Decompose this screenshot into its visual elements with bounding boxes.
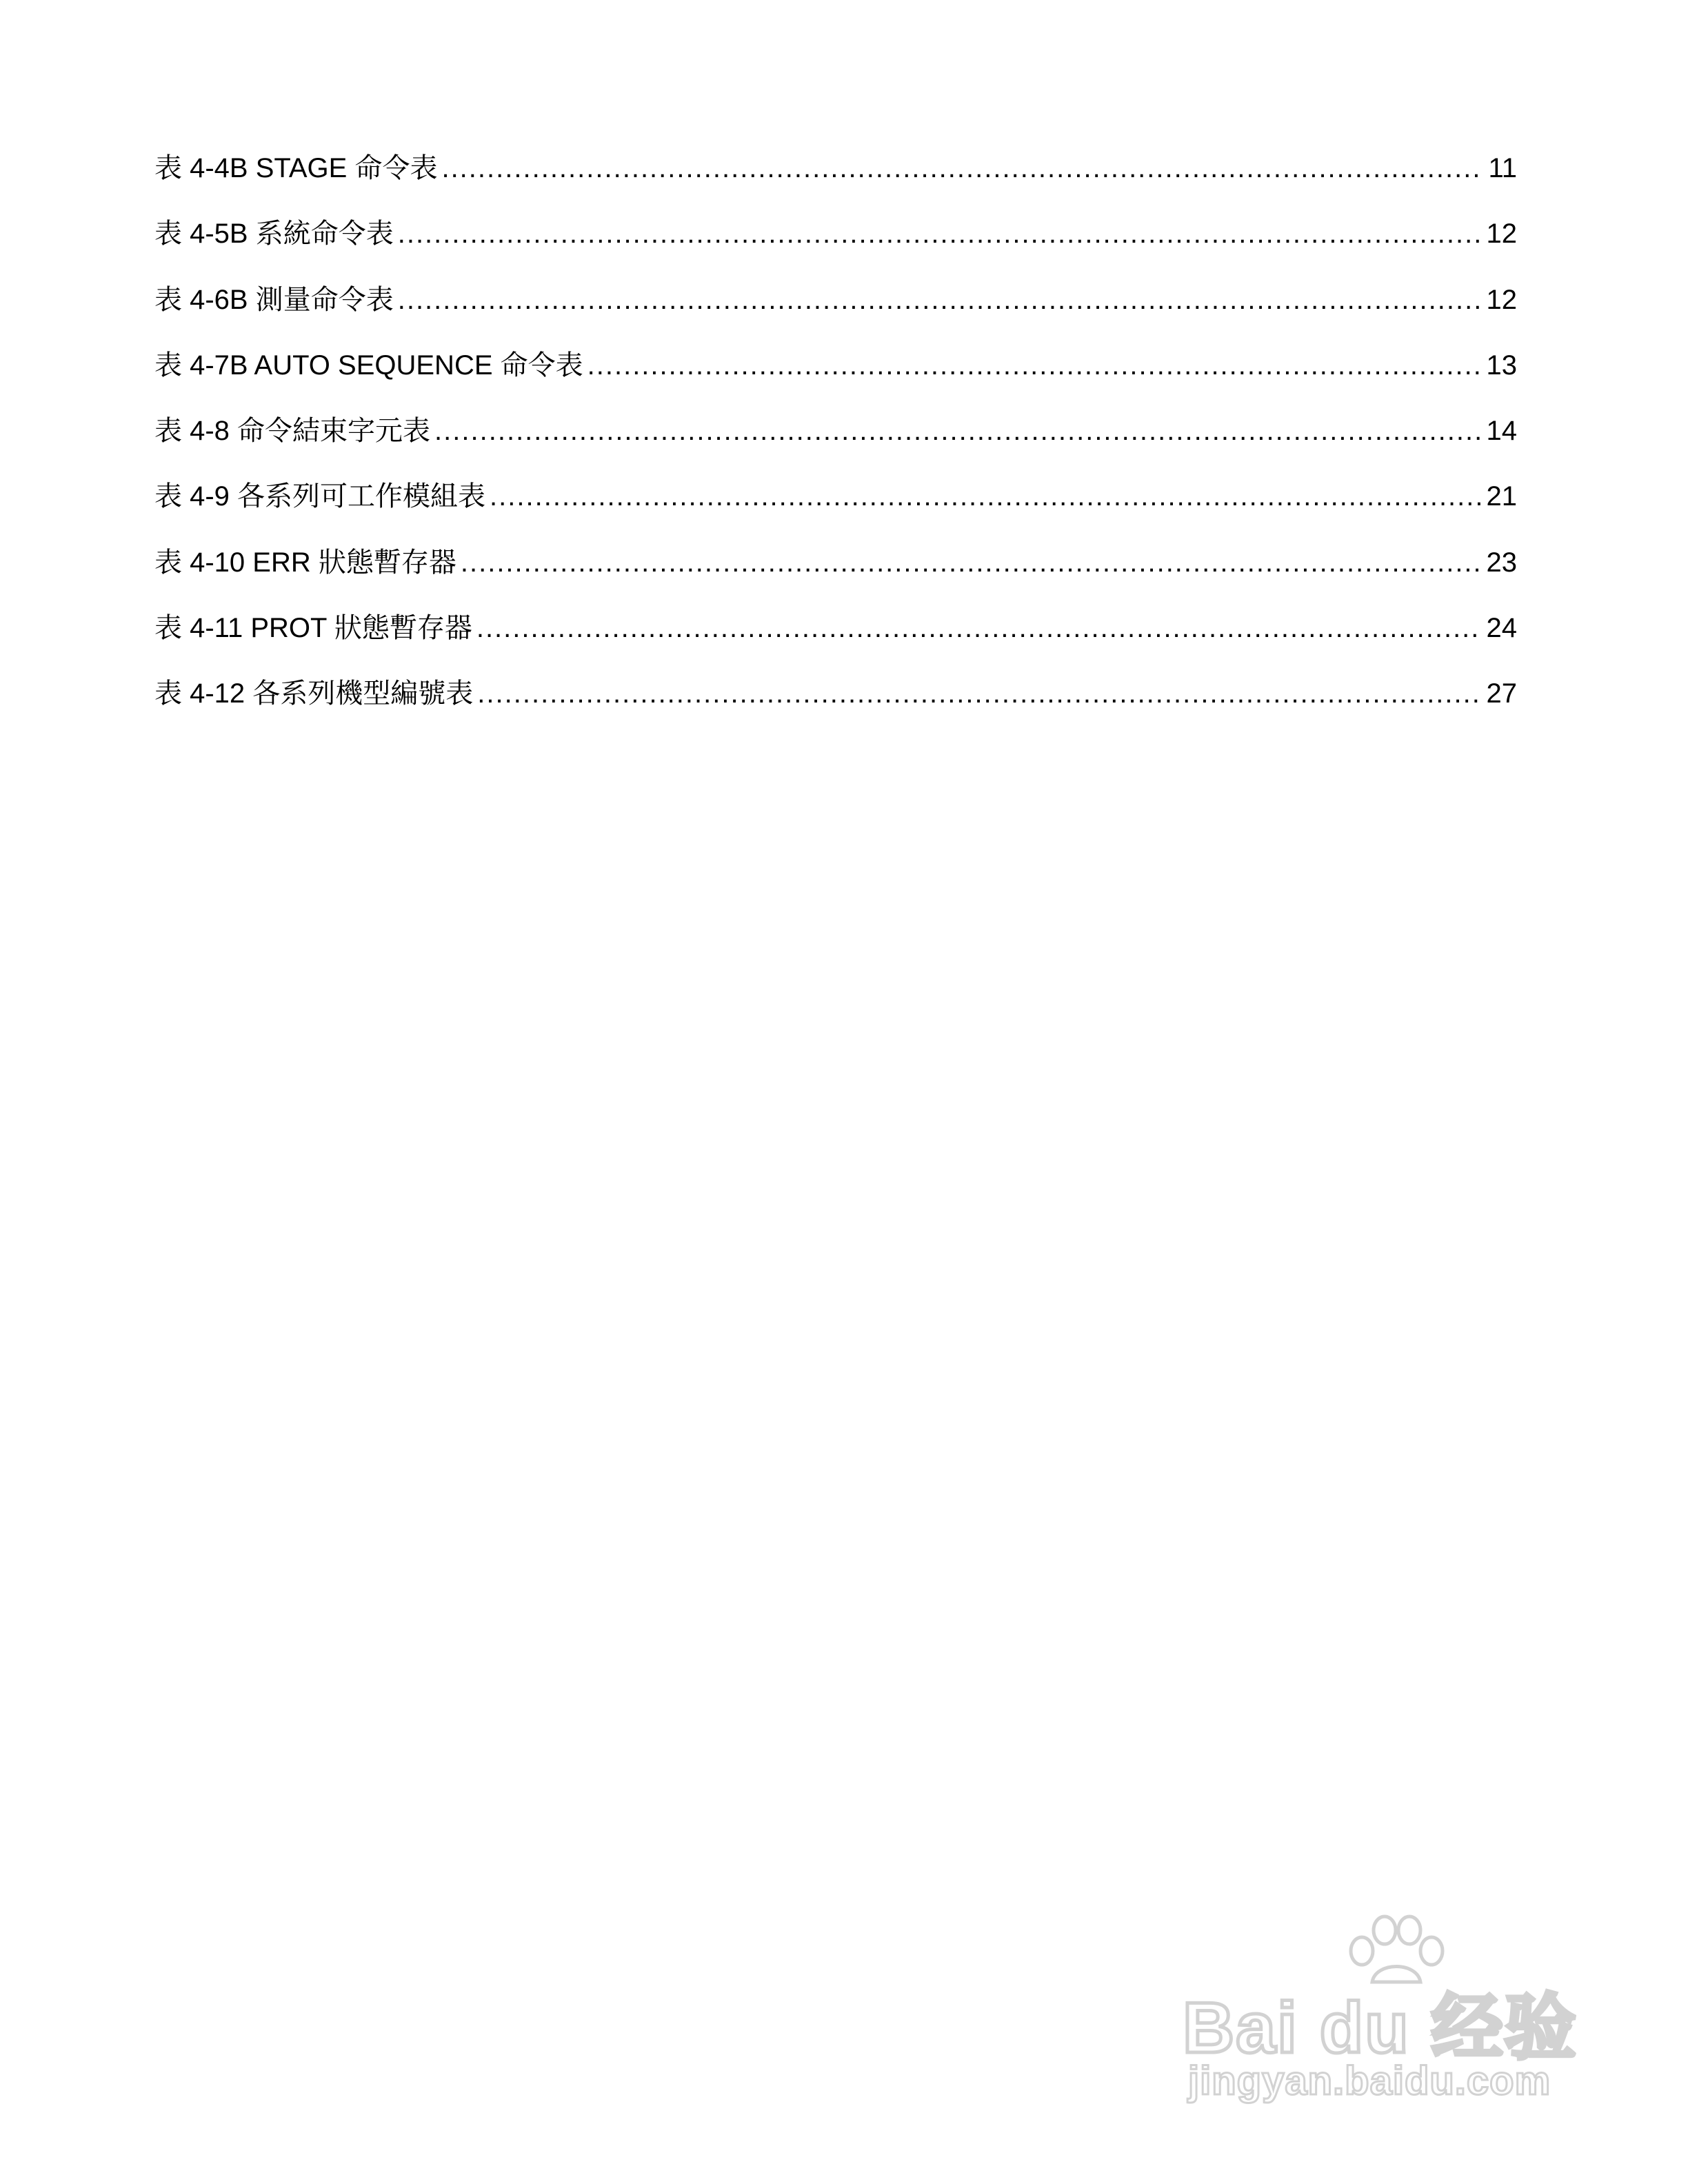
- dot-leader: [434, 410, 1482, 452]
- dot-leader: [398, 279, 1483, 321]
- toc-entry[interactable]: [154, 345, 1517, 410]
- toc-entry-label: 表 4-8 命令結束字元表: [154, 416, 431, 447]
- toc-entry-label: 表 4-6B 測量命令表: [154, 284, 394, 315]
- toc-entry[interactable]: [154, 410, 1517, 476]
- toc-entry-label: 表 4-7B AUTO SEQUENCE 命令表: [154, 350, 583, 381]
- dot-leader: [490, 476, 1482, 517]
- watermark-url: jingyan.baidu.com: [1188, 2059, 1551, 2103]
- toc-entry[interactable]: [154, 279, 1517, 345]
- toc-entry-page: 21: [1486, 481, 1517, 512]
- table-of-tables: [154, 148, 1517, 739]
- toc-entry-label: 表 4-10 ERR 狀態暫存器: [154, 547, 456, 578]
- watermark-logo-text: Bai du 经验: [1183, 1988, 1578, 2068]
- toc-entry-label: 表 4-11 PROT 狀態暫存器: [154, 613, 472, 644]
- dot-leader: [461, 542, 1483, 583]
- toc-entry-page: 13: [1486, 350, 1517, 381]
- toc-entry-page: 11: [1488, 153, 1517, 183]
- toc-entry-page: 24: [1486, 613, 1517, 644]
- toc-entry-page: 12: [1486, 284, 1517, 315]
- toc-entry-label: 表 4-4B STAGE 命令表: [154, 153, 438, 183]
- toc-entry-page: 27: [1486, 678, 1517, 709]
- toc-entry-label: 表 4-9 各系列可工作模組表: [154, 481, 486, 512]
- dot-leader: [441, 148, 1484, 189]
- toc-entry[interactable]: [154, 476, 1517, 541]
- toc-entry[interactable]: [154, 148, 1517, 213]
- dot-leader: [477, 673, 1482, 714]
- dot-leader: [476, 607, 1483, 649]
- toc-entry-page: 23: [1486, 547, 1517, 578]
- toc-entry[interactable]: [154, 607, 1517, 673]
- toc-entry[interactable]: [154, 673, 1517, 738]
- toc-entry-label: 表 4-12 各系列機型編號表: [154, 678, 474, 709]
- toc-entry-label: 表 4-5B 系統命令表: [154, 219, 394, 250]
- baidu-jingyan-watermark: [1183, 1913, 1582, 2113]
- dot-leader: [398, 213, 1483, 254]
- toc-entry[interactable]: [154, 542, 1517, 607]
- dot-leader: [587, 345, 1483, 386]
- toc-entry-page: 12: [1486, 219, 1517, 250]
- toc-entry[interactable]: [154, 213, 1517, 279]
- toc-entry-page: 14: [1486, 416, 1517, 447]
